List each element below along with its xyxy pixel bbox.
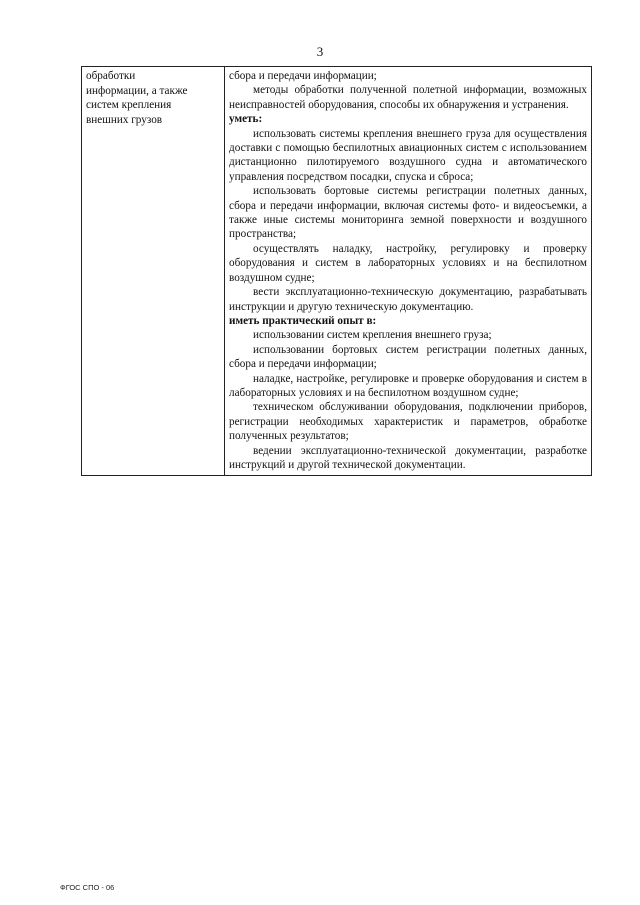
section-label: иметь практический опыт в: (229, 314, 377, 327)
competency-table (81, 66, 592, 476)
intro-paragraph: сбора и передачи информации; (229, 70, 377, 82)
left-cell-text: обработки информации, а также систем крепления внешних грузов (86, 70, 188, 126)
table-row (82, 67, 592, 476)
left-cell (82, 67, 225, 476)
footer-code: ФГОС СПО - 06 (60, 883, 115, 892)
list-item: использовании систем крепления внешнего груза; (253, 329, 492, 342)
list-item: вести эксплуатационно-техническую документацию, разрабатывать инструкции и другую техническую документацию. (229, 286, 587, 313)
list-item: наладке, настройке, регулировке и проверке оборудования и систем в лабораторных условиях и на беспилотном воздушном судне; (229, 372, 587, 399)
section-label: уметь: (229, 113, 263, 126)
list-item: техническом обслуживании оборудования, подключении приборов, регистрации необходимых характеристик и параметров, обработке полученных результатов; (229, 401, 587, 443)
list-item: ведении эксплуатационно-технической документации, разработке инструкций и другой технической документации. (229, 444, 587, 471)
right-cell (225, 67, 592, 476)
list-item: использовать системы крепления внешнего груза для осуществления доставки с помощью беспилотных авиационных систем с использованием дистанционно пилотируемого воздушного судна и автоматического управления посредством посадки, спуска и сброса; (229, 127, 587, 183)
list-item: осуществлять наладку, настройку, регулировку и проверку оборудования и систем в лабораторных условиях и на беспилотном воздушном судне; (229, 242, 587, 284)
list-item: использовании бортовых систем регистрации полетных данных, сбора и передачи информации; (229, 343, 587, 371)
intro-blocks (229, 69, 587, 112)
list-item: использовать бортовые системы регистрации полетных данных, сбора и передачи информации, включая системы фото- и видеосъемки, а также иные системы мониторинга земной поверхности и воздушного пространства; (229, 185, 587, 241)
page-number: 3 (316, 44, 324, 59)
sections (229, 112, 587, 472)
intro-paragraph: методы обработки полученной полетной информации, возможных неисправностей оборудования, способы их обнаружения и устранения. (229, 84, 587, 111)
